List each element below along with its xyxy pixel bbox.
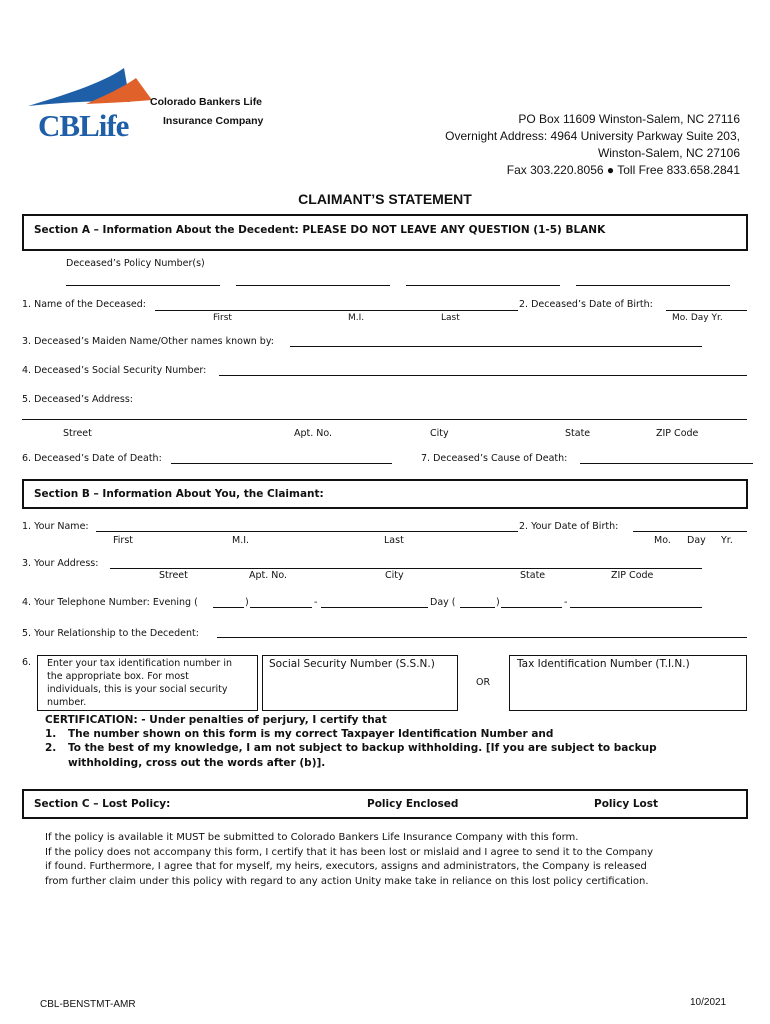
section-a-title: Section A – Information About the Decedent: PLEASE DO NOT LEAVE ANY QUESTION (1-5) BLANK [34,224,606,236]
claimant-dob-day: Day [687,535,706,546]
claimant-name-label: 1. Your Name: [22,521,89,532]
tax-id-instruction-box [37,655,258,711]
relationship-field[interactable] [217,637,747,638]
day-phone-label: Day ( [430,597,456,608]
claimant-state-sublabel: State [520,570,546,581]
address-line: Fax 303.220.8056 ● Toll Free 833.658.2841 [506,163,740,177]
certification-heading: CERTIFICATION: - Under penalties of perjury, I certify that [45,714,387,726]
day-prefix-field[interactable] [501,607,562,608]
evening-paren-close: ) [245,597,249,608]
deceased-street-sublabel: Street [63,428,92,439]
tax-id-instruction-line: number. [47,697,87,708]
evening-number-field[interactable] [321,607,428,608]
deceased-zip-sublabel: ZIP Code [656,428,699,439]
address-line: Overnight Address: 4964 University Parkway Suite 203, [445,129,740,143]
section-b-title: Section B – Information About You, the Claimant: [34,488,324,500]
date-of-death-label: 6. Deceased’s Date of Death: [22,453,162,464]
company-name-line2: Insurance Company [163,115,264,127]
company-address-block [445,111,740,179]
ssn-box[interactable] [262,655,458,711]
claimant-address-label: 3. Your Address: [22,558,99,569]
certification-item-2-number: 2. [45,742,57,754]
deceased-name-field[interactable] [155,310,518,311]
policy-number-field-3[interactable] [406,285,560,286]
section-b-header [22,479,748,509]
form-title: CLAIMANT’S STATEMENT [298,191,472,207]
section-c-title: Section C – Lost Policy: [34,798,171,810]
deceased-mi-sublabel: M.I. [348,313,365,323]
section-c-header [22,789,748,819]
deceased-city-sublabel: City [430,428,449,439]
day-number-field[interactable] [570,607,702,608]
deceased-last-sublabel: Last [441,313,460,323]
relationship-label: 5. Your Relationship to the Decedent: [22,628,199,639]
or-label: OR [476,677,491,688]
certification-item-1: The number shown on this form is my correct Taxpayer Identification Number and [68,728,554,740]
lost-policy-paragraph [45,831,653,889]
certification-item-1-number: 1. [45,728,57,740]
policy-number-label: Deceased’s Policy Number(s) [66,258,205,269]
deceased-state-sublabel: State [565,428,591,439]
telephone-label: 4. Your Telephone Number: Evening ( [22,597,198,608]
paragraph-line: if found. Furthermore, I agree that for myself, my heirs, executors, assigns and administrators, the Company is released [45,861,647,872]
paragraph-line: If the policy does not accompany this form, I certify that it has been lost or mislaid and I agree to send it to the Company [45,846,654,858]
certification-item-2: To the best of my knowledge, I am not subject to backup withholding. [If you are subject to backup [68,742,657,754]
policy-lost-option[interactable]: Policy Lost [594,798,659,810]
evening-dash: - [314,597,318,608]
day-dash: - [564,597,568,608]
maiden-name-label: 3. Deceased’s Maiden Name/Other names known by: [22,336,274,347]
section-a-header [22,214,748,251]
maiden-name-field[interactable] [290,346,702,347]
address-line: PO Box 11609 Winston-Salem, NC 27116 [518,112,740,126]
claimant-dob-mo: Mo. [654,535,671,546]
cause-of-death-label: 7. Deceased’s Cause of Death: [421,453,568,464]
deceased-first-sublabel: First [213,313,232,323]
deceased-address-field[interactable] [22,419,747,420]
policy-number-field-2[interactable] [236,285,390,286]
claimant-city-sublabel: City [385,570,404,581]
claimant-address-field[interactable] [110,568,702,569]
claimant-first-sublabel: First [113,535,133,546]
cause-of-death-field[interactable] [580,463,753,464]
policy-number-field-1[interactable] [66,285,220,286]
company-name-line1: Colorado Bankers Life [150,96,263,108]
claimant-street-sublabel: Street [159,570,188,581]
claimant-dob-label: 2. Your Date of Birth: [519,521,619,532]
company-logo [26,66,156,146]
claimant-mi-sublabel: M.I. [232,535,250,546]
evening-prefix-field[interactable] [250,607,312,608]
claimant-zip-sublabel: ZIP Code [611,570,654,581]
deceased-ssn-field[interactable] [219,375,747,376]
logo-swoosh-icon [26,66,156,111]
deceased-address-label: 5. Deceased’s Address: [22,394,133,405]
policy-number-field-4[interactable] [576,285,730,286]
tax-id-instruction-line: the appropriate box. For most [47,671,189,682]
claimant-dob-yr: Yr. [721,535,733,546]
paragraph-line: from further claim under this policy with regard to any action Unity make take in reliance on this lost policy certification. [45,875,649,887]
day-area-code-field[interactable] [460,607,495,608]
deceased-name-label: 1. Name of the Deceased: [22,299,146,310]
form-code: CBL-BENSTMT-AMR [40,999,136,1010]
day-paren-close: ) [496,597,500,608]
date-of-death-field[interactable] [171,463,392,464]
claimant-name-field[interactable] [96,531,518,532]
deceased-dob-sublabel: Mo. Day Yr. [672,313,723,323]
logo-text: CBLife [38,108,129,143]
claimant-dob-field[interactable] [633,531,747,532]
form-date: 10/2021 [690,997,727,1008]
tin-label: Tax Identification Number (T.I.N.) [517,658,690,670]
ssn-label: Social Security Number (S.S.N.) [269,658,435,670]
evening-area-code-field[interactable] [213,607,244,608]
deceased-apt-sublabel: Apt. No. [294,428,333,439]
paragraph-line: If the policy is available it MUST be submitted to Colorado Bankers Life Insurance Company with this form. [45,832,579,843]
tax-id-instruction-line: Enter your tax identification number in [47,658,232,669]
deceased-dob-label: 2. Deceased’s Date of Birth: [519,299,653,310]
tax-id-instruction-line: individuals, this is your social security [47,684,228,695]
claimant-last-sublabel: Last [384,535,404,546]
certification-item-2-cont: withholding, cross out the words after (b)]. [68,757,326,769]
tin-box[interactable] [509,655,747,711]
policy-enclosed-option[interactable]: Policy Enclosed [367,798,459,810]
tax-id-number: 6. [22,657,32,668]
address-line: Winston-Salem, NC 27106 [597,146,740,160]
deceased-ssn-label: 4. Deceased’s Social Security Number: [22,365,207,376]
claimant-apt-sublabel: Apt. No. [249,570,288,581]
deceased-dob-field[interactable] [666,310,747,311]
